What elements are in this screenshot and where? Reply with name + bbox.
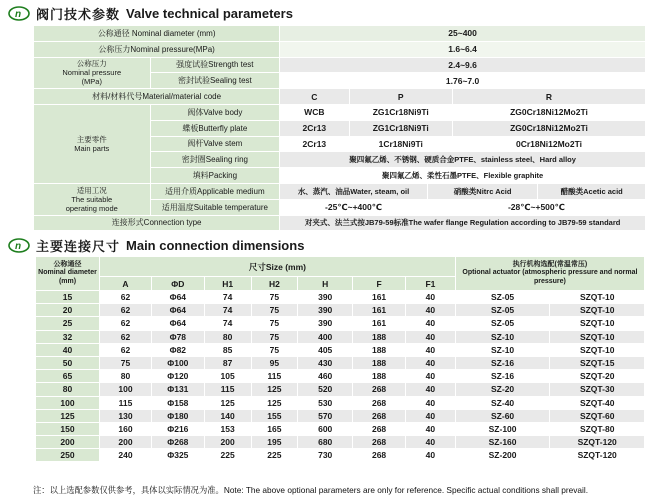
dims-header-row1 bbox=[36, 257, 644, 276]
param-label: 阀体Valve body bbox=[151, 105, 280, 120]
param-value: 25~400 bbox=[280, 26, 645, 41]
actuator-szqt-cell: SZQT-10 bbox=[550, 317, 644, 329]
medium-water: 水、蒸汽、油品Water, steam, oil bbox=[280, 184, 427, 199]
pressure-group-label bbox=[34, 58, 150, 89]
dim-d-cell: Φ180 bbox=[152, 410, 204, 422]
dim-f1-cell: 40 bbox=[406, 304, 455, 316]
row-strength-test bbox=[34, 58, 645, 73]
actuator-szqt-cell: SZQT-30 bbox=[550, 383, 644, 395]
dim-h2-cell: 125 bbox=[252, 383, 298, 395]
param-label: 连接形式Connection type bbox=[34, 216, 279, 231]
dim-a-cell: 62 bbox=[100, 344, 151, 356]
actuator-szqt-cell: SZQT-80 bbox=[550, 423, 644, 435]
row-valve-body bbox=[34, 105, 645, 120]
dim-h1-cell: 105 bbox=[205, 370, 251, 382]
butterfly-plate-p: ZG1Cr18Ni9Ti bbox=[350, 121, 452, 136]
param-label: 密封试验Sealing test bbox=[151, 73, 280, 88]
dim-d-cell: Φ325 bbox=[152, 449, 204, 461]
actuator-szqt-cell: SZQT-40 bbox=[550, 397, 644, 409]
section2-title bbox=[8, 236, 304, 255]
col-header-d: ΦD bbox=[152, 277, 204, 290]
dim-f-cell: 268 bbox=[353, 423, 405, 435]
dim-f1-cell: 40 bbox=[406, 436, 455, 448]
dim-h1-cell: 74 bbox=[205, 291, 251, 303]
valve-body-c: WCB bbox=[280, 105, 348, 120]
nominal-diameter-cell: 100 bbox=[36, 397, 99, 409]
dim-f-cell: 188 bbox=[353, 357, 405, 369]
dim-h2-cell: 125 bbox=[252, 397, 298, 409]
actuator-szqt-cell: SZQT-60 bbox=[550, 410, 644, 422]
dims-row bbox=[36, 397, 644, 409]
medium-acetic: 醋酸类Acetic acid bbox=[538, 184, 645, 199]
dim-h1-cell: 87 bbox=[205, 357, 251, 369]
nominal-diameter-cell: 20 bbox=[36, 304, 99, 316]
param-label: 密封圈Sealing ring bbox=[151, 152, 280, 167]
connection-dimensions-table bbox=[35, 256, 645, 462]
dim-f1-cell: 40 bbox=[406, 317, 455, 329]
nominal-diameter-cell: 80 bbox=[36, 383, 99, 395]
dim-h-cell: 730 bbox=[298, 449, 352, 461]
dims-row bbox=[36, 370, 644, 382]
dim-a-cell: 130 bbox=[100, 410, 151, 422]
dim-f1-cell: 40 bbox=[406, 449, 455, 461]
brand-logo-icon bbox=[8, 238, 30, 253]
dim-f1-cell: 40 bbox=[406, 291, 455, 303]
dim-h1-cell: 140 bbox=[205, 410, 251, 422]
medium-nitric: 硝酸类Nitrc Acid bbox=[428, 184, 538, 199]
actuator-szqt-cell: SZQT-120 bbox=[550, 436, 644, 448]
dims-row bbox=[36, 291, 644, 303]
dim-a-cell: 80 bbox=[100, 370, 151, 382]
dim-h2-cell: 75 bbox=[252, 304, 298, 316]
dim-h-cell: 405 bbox=[298, 344, 352, 356]
actuator-sz-cell: SZ-200 bbox=[456, 449, 550, 461]
dim-a-cell: 100 bbox=[100, 383, 151, 395]
actuator-sz-cell: SZ-40 bbox=[456, 397, 550, 409]
valve-body-r: ZG0Cr18Ni12Mo2Ti bbox=[453, 105, 645, 120]
dim-a-cell: 62 bbox=[100, 291, 151, 303]
dim-f-cell: 188 bbox=[353, 331, 405, 343]
nominal-diameter-cell: 125 bbox=[36, 410, 99, 422]
dim-d-cell: Φ64 bbox=[152, 304, 204, 316]
dim-h1-cell: 85 bbox=[205, 344, 251, 356]
param-label: 适用介质Applicable medium bbox=[151, 184, 280, 199]
actuator-sz-cell: SZ-16 bbox=[456, 370, 550, 382]
dims-table-body bbox=[36, 291, 644, 461]
header-en: Optional actuator (atmospheric pressure and normal pressure) bbox=[462, 269, 638, 285]
dim-a-cell: 160 bbox=[100, 423, 151, 435]
group-en2: operating mode bbox=[65, 203, 118, 213]
param-value: 1.6~6.4 bbox=[280, 42, 645, 57]
dim-h2-cell: 75 bbox=[252, 317, 298, 329]
param-label: 适用温度Suitable temperature bbox=[151, 200, 280, 215]
nominal-diameter-cell: 250 bbox=[36, 449, 99, 461]
col-header-a: A bbox=[100, 277, 151, 290]
dim-h-cell: 390 bbox=[298, 317, 352, 329]
dim-d-cell: Φ100 bbox=[152, 357, 204, 369]
dim-f1-cell: 40 bbox=[406, 344, 455, 356]
dim-h1-cell: 115 bbox=[205, 383, 251, 395]
main-parts-group-label bbox=[34, 105, 150, 183]
dims-row bbox=[36, 410, 644, 422]
dim-h-cell: 400 bbox=[298, 331, 352, 343]
dim-h1-cell: 125 bbox=[205, 397, 251, 409]
dim-h-cell: 390 bbox=[298, 304, 352, 316]
col-header-f1: F1 bbox=[406, 277, 455, 290]
param-value: 聚四氟乙烯、柔性石墨PTFE、Flexible graphite bbox=[280, 168, 645, 183]
param-value: 对夹式、法兰式按JB79-59标准The wafer flange Regulation according to JB79-59 standard bbox=[280, 216, 645, 231]
dim-h1-cell: 200 bbox=[205, 436, 251, 448]
row-applicable-medium bbox=[34, 184, 645, 199]
nominal-diameter-cell: 32 bbox=[36, 331, 99, 343]
dim-d-cell: Φ120 bbox=[152, 370, 204, 382]
dims-row bbox=[36, 317, 644, 329]
section1-title bbox=[8, 4, 293, 23]
header-zh: 公称通径 bbox=[53, 261, 82, 269]
param-value: 聚四氟乙烯、不锈钢、硬质合金PTFE、stainless steel、Hard alloy bbox=[280, 152, 645, 167]
nominal-diameter-cell: 25 bbox=[36, 317, 99, 329]
dim-h2-cell: 225 bbox=[252, 449, 298, 461]
dim-a-cell: 62 bbox=[100, 331, 151, 343]
dim-h1-cell: 225 bbox=[205, 449, 251, 461]
dim-f-cell: 161 bbox=[353, 304, 405, 316]
dim-f-cell: 268 bbox=[353, 397, 405, 409]
dim-h2-cell: 75 bbox=[252, 291, 298, 303]
material-code-c: C bbox=[280, 89, 348, 104]
dim-f1-cell: 40 bbox=[406, 370, 455, 382]
temperature-range-1: -25℃~+400℃ bbox=[280, 200, 427, 215]
actuator-sz-cell: SZ-10 bbox=[456, 344, 550, 356]
dim-a-cell: 200 bbox=[100, 436, 151, 448]
param-value: 1.76~7.0 bbox=[280, 73, 645, 88]
dim-h-cell: 680 bbox=[298, 436, 352, 448]
dim-f1-cell: 40 bbox=[406, 331, 455, 343]
valve-stem-c: 2Cr13 bbox=[280, 137, 348, 152]
dim-h1-cell: 74 bbox=[205, 304, 251, 316]
dim-h2-cell: 75 bbox=[252, 344, 298, 356]
group-en: Nominal pressure bbox=[62, 68, 122, 78]
footer-note: 注：以上选配参数仅供参考，具体以实际情况为准。Note: The above optional parameters are only for reference. Specific actual conditions shall prevail. bbox=[33, 485, 589, 495]
dim-h2-cell: 165 bbox=[252, 423, 298, 435]
group-zh: 适用工况 bbox=[76, 185, 107, 195]
section2-title-en: Main connection dimensions bbox=[126, 238, 305, 253]
material-code-p: P bbox=[350, 89, 452, 104]
svg-text:n: n bbox=[15, 241, 22, 252]
dims-row bbox=[36, 449, 644, 461]
actuator-sz-cell: SZ-05 bbox=[456, 291, 550, 303]
dims-header-diameter bbox=[36, 257, 99, 290]
actuator-szqt-cell: SZQT-10 bbox=[550, 344, 644, 356]
material-code-r: R bbox=[453, 89, 645, 104]
actuator-sz-cell: SZ-20 bbox=[456, 383, 550, 395]
actuator-szqt-cell: SZQT-120 bbox=[550, 449, 644, 461]
valve-parameters-table bbox=[33, 25, 646, 231]
actuator-sz-cell: SZ-100 bbox=[456, 423, 550, 435]
section1-title-zh: 阀门技术参数 bbox=[36, 7, 121, 22]
dims-row bbox=[36, 304, 644, 316]
dim-f1-cell: 40 bbox=[406, 397, 455, 409]
dim-f-cell: 188 bbox=[353, 344, 405, 356]
butterfly-plate-c: 2Cr13 bbox=[280, 121, 348, 136]
param-label: 蝶板Butterfly plate bbox=[151, 121, 280, 136]
dim-h2-cell: 115 bbox=[252, 370, 298, 382]
dim-f-cell: 268 bbox=[353, 449, 405, 461]
dim-a-cell: 115 bbox=[100, 397, 151, 409]
brand-logo-icon bbox=[8, 6, 30, 21]
group-unit: (MPa) bbox=[81, 77, 102, 87]
dim-h1-cell: 80 bbox=[205, 331, 251, 343]
valve-body-p: ZG1Cr18Ni9Ti bbox=[350, 105, 452, 120]
group-en: Main parts bbox=[74, 143, 110, 153]
dims-row bbox=[36, 436, 644, 448]
row-nominal-pressure bbox=[34, 42, 645, 57]
param-label: 公称压力Nominal pressure(MPa) bbox=[34, 42, 279, 57]
actuator-sz-cell: SZ-160 bbox=[456, 436, 550, 448]
nominal-diameter-cell: 15 bbox=[36, 291, 99, 303]
dims-row bbox=[36, 383, 644, 395]
dim-d-cell: Φ64 bbox=[152, 291, 204, 303]
col-header-h1: H1 bbox=[205, 277, 251, 290]
param-label: 阀杆Valve stem bbox=[151, 137, 280, 152]
dim-h1-cell: 74 bbox=[205, 317, 251, 329]
dim-f-cell: 161 bbox=[353, 291, 405, 303]
group-zh: 主要零件 bbox=[76, 134, 107, 144]
actuator-sz-cell: SZ-10 bbox=[456, 331, 550, 343]
dim-a-cell: 62 bbox=[100, 317, 151, 329]
row-material-code bbox=[34, 89, 645, 104]
actuator-sz-cell: SZ-16 bbox=[456, 357, 550, 369]
svg-text:n: n bbox=[15, 9, 22, 20]
dim-a-cell: 62 bbox=[100, 304, 151, 316]
actuator-szqt-cell: SZQT-10 bbox=[550, 291, 644, 303]
group-zh: 公称压力 bbox=[76, 59, 107, 69]
dim-h-cell: 390 bbox=[298, 291, 352, 303]
col-header-h: H bbox=[298, 277, 352, 290]
dim-h-cell: 460 bbox=[298, 370, 352, 382]
dim-h-cell: 530 bbox=[298, 397, 352, 409]
dims-row bbox=[36, 357, 644, 369]
dim-h-cell: 600 bbox=[298, 423, 352, 435]
dims-row bbox=[36, 423, 644, 435]
actuator-sz-cell: SZ-05 bbox=[456, 317, 550, 329]
dim-h2-cell: 75 bbox=[252, 331, 298, 343]
dim-f1-cell: 40 bbox=[406, 410, 455, 422]
nominal-diameter-cell: 40 bbox=[36, 344, 99, 356]
dim-f1-cell: 40 bbox=[406, 423, 455, 435]
nominal-diameter-cell: 200 bbox=[36, 436, 99, 448]
dim-f-cell: 268 bbox=[353, 383, 405, 395]
dim-h2-cell: 195 bbox=[252, 436, 298, 448]
dim-a-cell: 75 bbox=[100, 357, 151, 369]
dim-h-cell: 520 bbox=[298, 383, 352, 395]
row-connection-type bbox=[34, 216, 645, 231]
dim-f-cell: 268 bbox=[353, 436, 405, 448]
dim-h2-cell: 155 bbox=[252, 410, 298, 422]
dim-a-cell: 240 bbox=[100, 449, 151, 461]
dim-h1-cell: 153 bbox=[205, 423, 251, 435]
param-label: 强度试验Strength test bbox=[151, 58, 280, 73]
row-nominal-diameter bbox=[34, 26, 645, 41]
valve-stem-p: 1Cr18Ni9Ti bbox=[350, 137, 452, 152]
actuator-szqt-cell: SZQT-20 bbox=[550, 370, 644, 382]
actuator-szqt-cell: SZQT-10 bbox=[550, 304, 644, 316]
dim-f-cell: 268 bbox=[353, 410, 405, 422]
param-label: 公称通径 Nominal diameter (mm) bbox=[34, 26, 279, 41]
dim-f-cell: 188 bbox=[353, 370, 405, 382]
nominal-diameter-cell: 150 bbox=[36, 423, 99, 435]
section1-title-en: Valve technical parameters bbox=[126, 6, 293, 21]
param-value: 2.4~9.6 bbox=[280, 58, 645, 73]
dim-f1-cell: 40 bbox=[406, 383, 455, 395]
actuator-szqt-cell: SZQT-10 bbox=[550, 331, 644, 343]
col-header-f: F bbox=[353, 277, 405, 290]
param-label: 材料/材料代号Material/material code bbox=[34, 89, 279, 104]
valve-stem-r: 0Cr18Ni12Mo2Ti bbox=[453, 137, 645, 152]
header-zh: 执行机构选配(常温常压) bbox=[512, 261, 588, 269]
dim-d-cell: Φ216 bbox=[152, 423, 204, 435]
header-unit: (mm) bbox=[58, 277, 77, 285]
dim-h-cell: 430 bbox=[298, 357, 352, 369]
header-en: Nominal diameter bbox=[38, 269, 97, 277]
dims-header-actuator bbox=[456, 257, 644, 290]
dim-d-cell: Φ268 bbox=[152, 436, 204, 448]
dim-d-cell: Φ82 bbox=[152, 344, 204, 356]
operating-group-label bbox=[34, 184, 150, 215]
temperature-range-2: -28℃~+500℃ bbox=[428, 200, 645, 215]
nominal-diameter-cell: 65 bbox=[36, 370, 99, 382]
section2-title-zh: 主要连接尺寸 bbox=[36, 239, 121, 254]
dim-f1-cell: 40 bbox=[406, 357, 455, 369]
dim-d-cell: Φ64 bbox=[152, 317, 204, 329]
dim-d-cell: Φ78 bbox=[152, 331, 204, 343]
col-header-h2: H2 bbox=[252, 277, 298, 290]
dims-header-size: 尺寸Size (mm) bbox=[100, 257, 455, 276]
nominal-diameter-cell: 50 bbox=[36, 357, 99, 369]
butterfly-plate-r: ZG0Cr18Ni12Mo2Ti bbox=[453, 121, 645, 136]
param-label: 填料Packing bbox=[151, 168, 280, 183]
dim-h-cell: 570 bbox=[298, 410, 352, 422]
dim-h2-cell: 95 bbox=[252, 357, 298, 369]
dim-d-cell: Φ131 bbox=[152, 383, 204, 395]
actuator-szqt-cell: SZQT-15 bbox=[550, 357, 644, 369]
dims-row bbox=[36, 344, 644, 356]
dims-row bbox=[36, 331, 644, 343]
actuator-sz-cell: SZ-60 bbox=[456, 410, 550, 422]
dim-d-cell: Φ158 bbox=[152, 397, 204, 409]
dim-f-cell: 161 bbox=[353, 317, 405, 329]
group-en: The suitable bbox=[71, 194, 113, 204]
actuator-sz-cell: SZ-05 bbox=[456, 304, 550, 316]
